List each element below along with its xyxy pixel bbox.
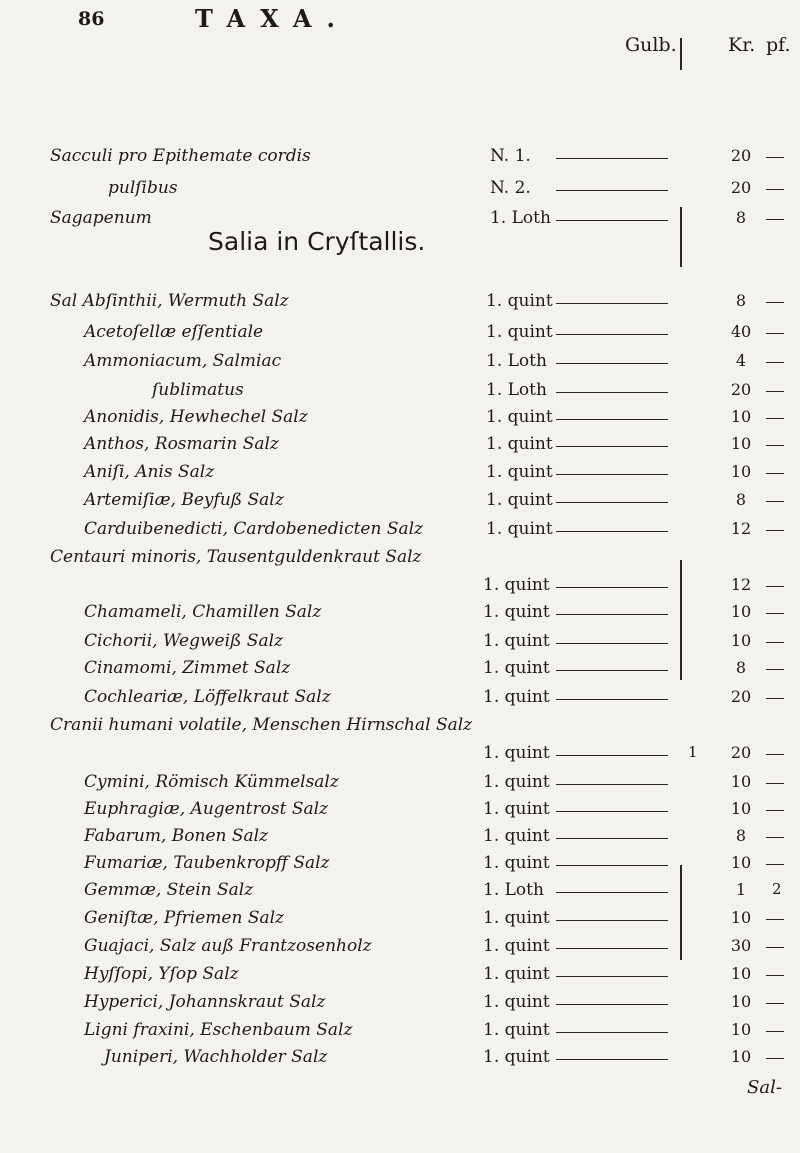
pfennig-dash: [766, 302, 784, 303]
item-name: Euphragiæ, Augentrost Salz: [84, 799, 329, 819]
item-quantity: 1. quint: [483, 936, 550, 956]
item-quantity: 1. quint: [486, 434, 553, 454]
table-row: [0, 908, 800, 932]
item-quantity: 1. quint: [483, 687, 550, 707]
pfennig-dash: [766, 919, 784, 920]
table-row: [0, 291, 800, 315]
price-dash-line: [556, 446, 668, 447]
page-title: TAXA.: [195, 4, 350, 33]
item-name: Anthos, Rosmarin Salz: [84, 434, 279, 454]
price-dash-line: [556, 643, 668, 644]
kreuzer-value: 10: [730, 434, 752, 453]
item-quantity: 1. quint: [483, 964, 550, 984]
kreuzer-value: 10: [730, 407, 752, 426]
price-dash-line: [556, 531, 668, 532]
pfennig-dash: [766, 189, 784, 190]
item-name: Fumariæ, Taubenkropff Salz: [84, 853, 330, 873]
pfennig-dash: [766, 391, 784, 392]
kreuzer-value: 20: [730, 743, 752, 762]
pfennig-dash: [766, 501, 784, 502]
price-dash-line: [556, 1059, 668, 1060]
table-row: [0, 208, 800, 232]
table-row: [0, 799, 800, 823]
table-row: [0, 490, 800, 514]
kreuzer-value: 10: [730, 1047, 752, 1066]
item-name: Cinamomi, Zimmet Salz: [84, 658, 291, 678]
item-name: Cranii humani volatile, Menschen Hirnschal Salz: [50, 715, 473, 735]
item-name: Carduibenedicti, Cardobenedicten Salz: [84, 519, 424, 539]
price-dash-line: [556, 892, 668, 893]
pfennig-dash: [766, 418, 784, 419]
item-name: Cochleariæ, Löffelkraut Salz: [84, 687, 331, 707]
kreuzer-value: 10: [730, 992, 752, 1011]
price-dash-line: [556, 220, 668, 221]
table-row: [0, 853, 800, 877]
item-quantity: 1. quint: [483, 575, 550, 595]
column-header-kreuzer: Kr.: [728, 34, 756, 56]
item-name: Cichorii, Wegweiß Salz: [84, 631, 283, 651]
column-header-pfennig: pf.: [766, 34, 791, 56]
pfennig-dash: [766, 473, 784, 474]
table-row: [0, 936, 800, 960]
table-row: [0, 434, 800, 458]
pfennig-dash: [766, 1031, 784, 1032]
table-row: [0, 547, 800, 571]
item-name: Ammoniacum, Salmiac: [84, 351, 282, 371]
page-number: 86: [78, 8, 105, 30]
item-quantity: 1. Loth: [486, 380, 547, 400]
pfennig-dash: [766, 362, 784, 363]
item-name: Chamameli, Chamillen Salz: [84, 602, 322, 622]
price-dash-line: [556, 392, 668, 393]
kreuzer-value: 10: [730, 772, 752, 791]
price-dash-line: [556, 948, 668, 949]
pfennig-dash: [766, 530, 784, 531]
kreuzer-value: 10: [730, 602, 752, 621]
kreuzer-value: 8: [735, 291, 747, 310]
item-name: Artemiſiæ, Beyfuß Salz: [84, 490, 284, 510]
pfennig-dash: [766, 864, 784, 865]
table-row: [0, 631, 800, 655]
item-quantity: 1. quint: [483, 826, 550, 846]
pfennig-dash: [766, 333, 784, 334]
price-dash-line: [556, 614, 668, 615]
price-dash-line: [556, 158, 668, 159]
item-quantity: 1. Loth: [490, 208, 551, 228]
price-dash-line: [556, 1004, 668, 1005]
table-row: [0, 715, 800, 739]
price-dash-line: [556, 334, 668, 335]
item-name: Anonidis, Hewhechel Salz: [84, 407, 308, 427]
item-name: Ligni fraxini, Eschenbaum Salz: [84, 1020, 353, 1040]
price-dash-line: [556, 587, 668, 588]
price-dash-line: [556, 190, 668, 191]
item-name: Guajaci, Salz auß Frantzosenholz: [84, 936, 372, 956]
pfennig-dash: [766, 1058, 784, 1059]
pfennig-dash: [766, 669, 784, 670]
item-name: Acetoſellæ eſſentiale: [84, 322, 264, 342]
column-rule: [680, 38, 682, 70]
price-dash-line: [556, 838, 668, 839]
kreuzer-value: 1: [735, 880, 747, 899]
price-dash-line: [556, 474, 668, 475]
kreuzer-value: 10: [730, 462, 752, 481]
price-dash-line: [556, 502, 668, 503]
pfennig-dash: [766, 837, 784, 838]
table-row: [0, 380, 800, 404]
item-quantity: 1. quint: [483, 853, 550, 873]
kreuzer-value: 8: [735, 208, 747, 227]
item-quantity: 1. quint: [486, 322, 553, 342]
kreuzer-value: 12: [730, 519, 752, 538]
price-dash-line: [556, 1032, 668, 1033]
item-quantity: 1. quint: [483, 1047, 550, 1067]
kreuzer-value: 20: [730, 146, 752, 165]
section-heading: Salia in Cryſtallis.: [208, 227, 426, 256]
pfennig-dash: [766, 754, 784, 755]
table-row: [0, 687, 800, 711]
item-quantity: 1. quint: [483, 772, 550, 792]
price-dash-line: [556, 755, 668, 756]
pfennig-dash: [766, 642, 784, 643]
pfennig-dash: [766, 975, 784, 976]
kreuzer-value: 8: [735, 658, 747, 677]
price-dash-line: [556, 419, 668, 420]
price-dash-line: [556, 865, 668, 866]
item-quantity: 1. quint: [483, 799, 550, 819]
item-quantity: 1. quint: [486, 519, 553, 539]
item-name: Sal Abſinthii, Wermuth Salz: [50, 291, 289, 311]
item-quantity: 1. quint: [486, 462, 553, 482]
pfennig-dash: [766, 157, 784, 158]
price-dash-line: [556, 699, 668, 700]
item-quantity: 1. quint: [483, 908, 550, 928]
item-quantity: 1. Loth: [483, 880, 544, 900]
kreuzer-value: 8: [735, 826, 747, 845]
table-row: [0, 407, 800, 431]
item-quantity: 1. quint: [483, 743, 550, 763]
pfennig-dash: [766, 947, 784, 948]
item-quantity: N. 1.: [490, 146, 531, 166]
table-row: [0, 351, 800, 375]
item-name: Gemmæ, Stein Salz: [84, 880, 254, 900]
kreuzer-value: 10: [730, 799, 752, 818]
kreuzer-value: 10: [730, 853, 752, 872]
table-row: [0, 743, 800, 767]
table-row: [0, 772, 800, 796]
item-name: Geniſtæ, Pfriemen Salz: [84, 908, 284, 928]
kreuzer-value: 4: [735, 351, 747, 370]
table-row: [0, 146, 800, 170]
price-dash-line: [556, 920, 668, 921]
item-name: Juniperi, Wachholder Salz: [104, 1047, 328, 1067]
pfennig-value: 2: [772, 880, 782, 898]
kreuzer-value: 10: [730, 631, 752, 650]
table-row: [0, 992, 800, 1016]
catchword: Sal-: [747, 1077, 782, 1098]
item-name: Fabarum, Bonen Salz: [84, 826, 269, 846]
table-row: [0, 322, 800, 346]
item-name: Centauri minoris, Tausentguldenkraut Salz: [50, 547, 422, 567]
table-row: [0, 462, 800, 486]
item-name: Hyperici, Johannskraut Salz: [84, 992, 326, 1012]
pfennig-dash: [766, 1003, 784, 1004]
item-quantity: 1. quint: [483, 658, 550, 678]
table-row: [0, 1047, 800, 1071]
price-dash-line: [556, 363, 668, 364]
table-row: [0, 826, 800, 850]
kreuzer-value: 20: [730, 380, 752, 399]
kreuzer-value: 10: [730, 1020, 752, 1039]
item-quantity: 1. Loth: [486, 351, 547, 371]
table-row: [0, 519, 800, 543]
price-dash-line: [556, 670, 668, 671]
table-row: [0, 880, 800, 904]
kreuzer-value: 12: [730, 575, 752, 594]
kreuzer-value: 30: [730, 936, 752, 955]
kreuzer-value: 10: [730, 908, 752, 927]
kreuzer-value: 20: [730, 178, 752, 197]
item-quantity: 1. quint: [486, 291, 553, 311]
table-row: [0, 1020, 800, 1044]
item-quantity: 1. quint: [486, 407, 553, 427]
item-name: Sacculi pro Epithemate cordis: [50, 146, 311, 166]
item-name: Cymini, Römisch Kümmelsalz: [84, 772, 339, 792]
price-dash-line: [556, 976, 668, 977]
item-quantity: N. 2.: [490, 178, 531, 198]
pfennig-dash: [766, 586, 784, 587]
pfennig-dash: [766, 219, 784, 220]
table-row: [0, 964, 800, 988]
item-quantity: 1. quint: [483, 631, 550, 651]
item-name: ſublimatus: [152, 380, 244, 400]
table-row: [0, 658, 800, 682]
item-quantity: 1. quint: [483, 602, 550, 622]
item-name: Aniſi, Anis Salz: [84, 462, 215, 482]
pfennig-dash: [766, 698, 784, 699]
column-header-unit: Gulb.: [625, 34, 677, 56]
pfennig-dash: [766, 783, 784, 784]
pfennig-dash: [766, 613, 784, 614]
kreuzer-value: 40: [730, 322, 752, 341]
item-name: Hyſſopi, Yſop Salz: [84, 964, 239, 984]
kreuzer-value: 20: [730, 687, 752, 706]
gulden-value: 1: [688, 743, 698, 761]
item-quantity: 1. quint: [486, 490, 553, 510]
item-quantity: 1. quint: [483, 992, 550, 1012]
price-dash-line: [556, 811, 668, 812]
pfennig-dash: [766, 445, 784, 446]
table-row: [0, 575, 800, 599]
table-row: [0, 178, 800, 202]
pfennig-dash: [766, 810, 784, 811]
price-dash-line: [556, 784, 668, 785]
item-name: Sagapenum: [50, 208, 152, 228]
item-name: pulſibus: [108, 178, 178, 198]
table-row: [0, 602, 800, 626]
kreuzer-value: 8: [735, 490, 747, 509]
price-dash-line: [556, 303, 668, 304]
item-quantity: 1. quint: [483, 1020, 550, 1040]
kreuzer-value: 10: [730, 964, 752, 983]
